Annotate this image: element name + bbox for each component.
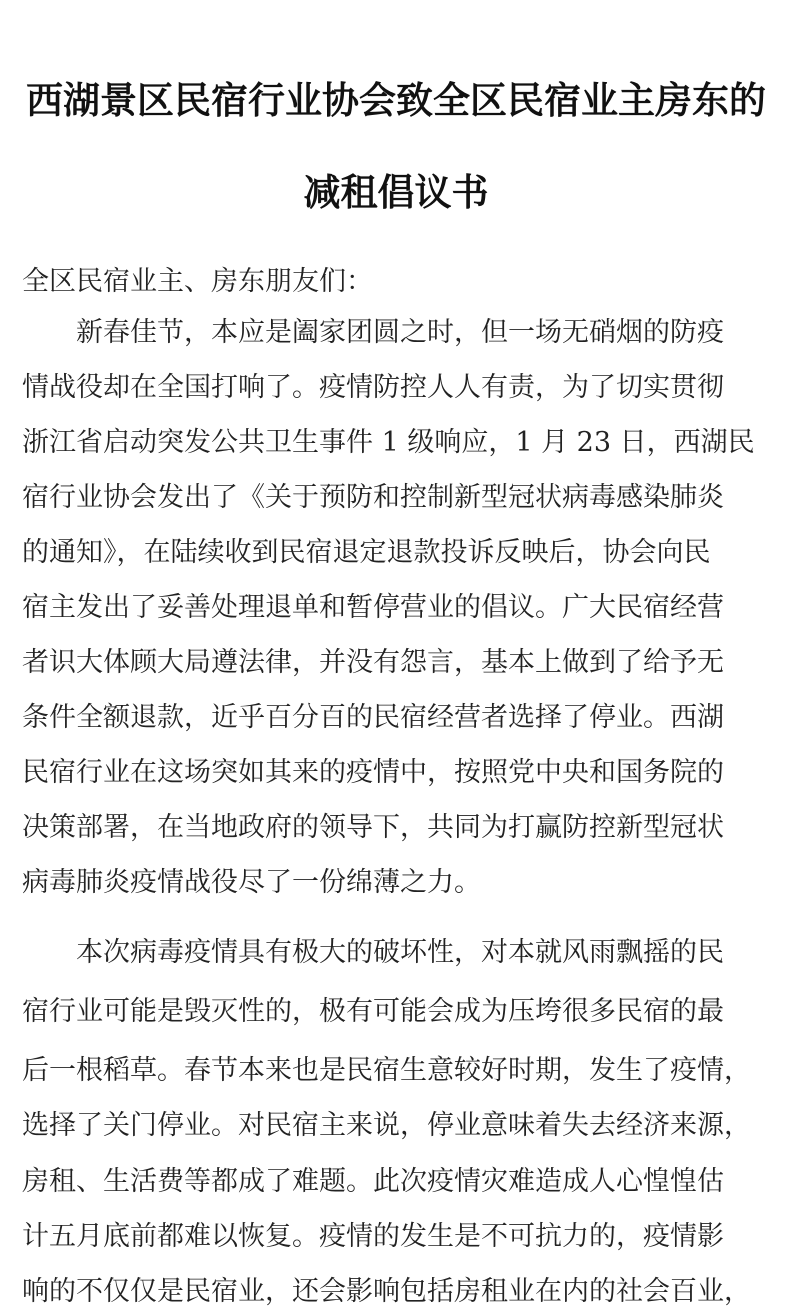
body-line-7: 者识大体顾大局遵法律，并没有怨言，基本上做到了给予无: [22, 647, 724, 678]
body-line-6: 宿主发出了妥善处理退单和暂停营业的倡议。广大民宿经营: [22, 592, 724, 623]
body-line-15: 选择了关门停业。对民宿主来说，停业意味着失去经济来源，: [22, 1110, 751, 1141]
salutation: 全区民宿业主、房东朋友们：: [22, 266, 373, 297]
body-line-3: 浙江省启动突发公共卫生事件 1 级响应，1 月 23 日，西湖民: [22, 427, 755, 458]
body-line-16: 房租、生活费等都成了难题。此次疫情灾难造成人心惶惶估: [22, 1166, 724, 1197]
body-line-2: 情战役却在全国打响了。疫情防控人人有责，为了切实贯彻: [22, 372, 724, 403]
document-title-line-1: 西湖景区民宿行业协会致全区民宿业主房东的: [26, 79, 766, 122]
body-line-14: 后一根稻草。春节本来也是民宿生意较好时期，发生了疫情，: [22, 1055, 751, 1086]
body-line-4: 宿行业协会发出了《关于预防和控制新型冠状病毒感染肺炎: [22, 482, 724, 513]
document-title-line-2: 减租倡议书: [303, 171, 489, 214]
body-line-5: 的通知》，在陆续收到民宿退定退款投诉反映后，协会向民: [22, 537, 711, 568]
body-line-1: 新春佳节，本应是阖家团圆之时，但一场无硝烟的防疫: [22, 317, 724, 348]
body-line-17: 计五月底前都难以恢复。疫情的发生是不可抗力的，疫情影: [22, 1221, 724, 1252]
body-line-13: 宿行业可能是毁灭性的，极有可能会成为压垮很多民宿的最: [22, 996, 724, 1027]
body-line-9: 民宿行业在这场突如其来的疫情中，按照党中央和国务院的: [22, 757, 724, 788]
body-line-12: 本次病毒疫情具有极大的破坏性，对本就风雨飘摇的民: [22, 937, 724, 968]
body-line-11: 病毒肺炎疫情战役尽了一份绵薄之力。: [22, 867, 481, 898]
body-line-10: 决策部署，在当地政府的领导下，共同为打赢防控新型冠状: [22, 812, 724, 843]
body-line-8: 条件全额退款，近乎百分百的民宿经营者选择了停业。西湖: [22, 702, 724, 733]
body-line-18: 响的不仅仅是民宿业，还会影响包括房租业在内的社会百业，: [22, 1276, 751, 1307]
